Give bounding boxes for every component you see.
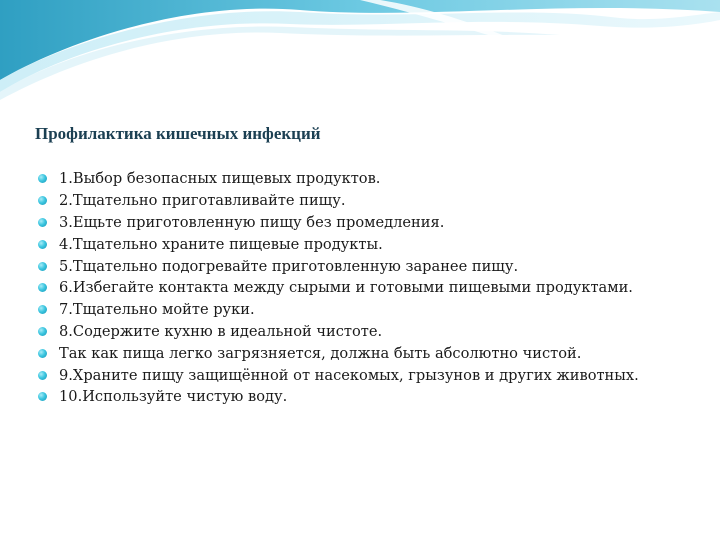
- list-item-text: 4.Тщательно храните пищевые продукты.: [59, 235, 383, 253]
- list-item-text: Так как пища легко загрязняется, должна быть абсолютно чистой.: [59, 344, 582, 362]
- list-item-text: 3.Ещьте приготовленную пищу без промедления.: [59, 213, 445, 231]
- bullet-icon: [38, 262, 47, 271]
- list-item-text: 7.Тщательно мойте руки.: [59, 301, 255, 319]
- list-item: [38, 321, 639, 343]
- bullet-icon: [38, 218, 47, 227]
- list-item: [38, 255, 639, 277]
- bullet-icon: [38, 240, 47, 249]
- bullet-icon: [38, 371, 47, 380]
- list-item: [38, 364, 639, 386]
- list-item-text: 10.Используйте чистую воду.: [59, 388, 288, 406]
- bullet-icon: [38, 174, 47, 183]
- header-wave-decoration: [0, 0, 720, 100]
- list-item: [38, 277, 639, 299]
- bullet-icon: [38, 392, 47, 401]
- bullet-icon: [38, 305, 47, 314]
- list-item-text: 1.Выбор безопасных пищевых продуктов.: [59, 170, 381, 188]
- list-item: [38, 168, 639, 190]
- list-item-text: 9.Храните пищу защищённой от насекомых, грызунов и других животных.: [59, 366, 639, 384]
- list-item: [38, 386, 639, 408]
- list-item-text: 6.Избегайте контакта между сырыми и готовыми пищевыми продуктами.: [59, 279, 633, 297]
- bullet-icon: [38, 283, 47, 292]
- list-item-text: 2.Тщательно приготавливайте пищу.: [59, 192, 346, 210]
- list-item-text: 5.Тщательно подогревайте приготовленную заранее пищу.: [59, 257, 519, 275]
- bullet-list: [38, 168, 639, 408]
- bullet-icon: [38, 327, 47, 336]
- bullet-icon: [38, 349, 47, 358]
- slide-title: Профилактика кишечных инфекций: [35, 124, 321, 143]
- list-item: [38, 299, 639, 321]
- list-item: [38, 342, 639, 364]
- list-item: [38, 212, 639, 234]
- bullet-icon: [38, 196, 47, 205]
- list-item: [38, 233, 639, 255]
- list-item: [38, 190, 639, 212]
- list-item-text: 8.Содержите кухню в идеальной чистоте.: [59, 322, 383, 340]
